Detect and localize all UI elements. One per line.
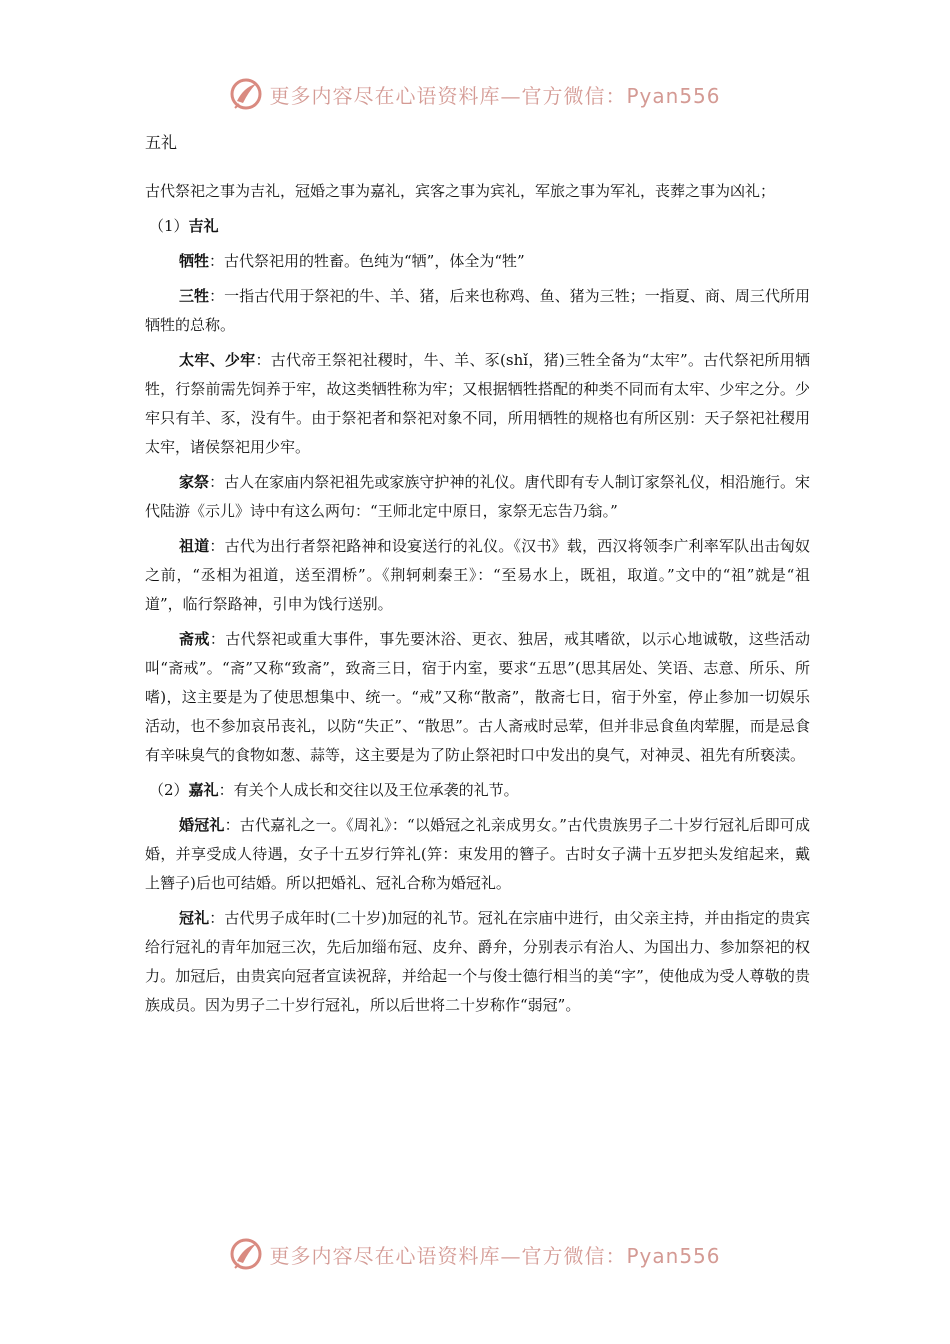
brush-logo-icon (229, 77, 263, 111)
entry-tailao-shaolao: 太牢、少牢：古代帝王祭祀社稷时，牛、羊、豕(shǐ，猪)三牲全备为“太牢”。古代祭祀所用牺牲，行祭前需先饲养于牢，故这类牺牲称为牢；又根据牺牲搭配的种类不同而有太牢、少牢之分。少牢只有羊、豕，没有牛。由于祭祀者和祭祀对象不同，所用牺牲的规格也有所区别：天子祭祀社稷用太牢，诸侯祭祀用少牢。 (145, 351, 810, 456)
banner-text: 更多内容尽在心语资料库—官方微信：Pyan556 (269, 83, 721, 108)
wechat-id: Pyan556 (626, 83, 721, 108)
page-title: 五礼 (145, 133, 178, 152)
footer-banner (0, 1234, 950, 1274)
entry-sansheng: 三牲：一指古代用于祭祀的牛、羊、猪，后来也称鸡、鱼、猪为三牲；一指夏、商、周三代所用牺牲的总称。 (145, 287, 810, 334)
entry-hunguanli: 婚冠礼：古代嘉礼之一。《周礼》：“以婚冠之礼亲成男女。”古代贵族男子二十岁行冠礼后即可成婚，并享受成人待遇，女子十五岁行笄礼(笄：束发用的簪子。古时女子满十五岁把头发绾起来，戴上簪子)后也可结婚。所以把婚礼、冠礼合称为婚冠礼。 (145, 816, 810, 892)
intro-paragraph: 古代祭祀之事为吉礼，冠婚之事为嘉礼，宾客之事为宾礼，军旅之事为军礼，丧葬之事为凶礼； (145, 182, 776, 200)
brush-logo-icon (229, 1237, 263, 1271)
section-heading-jili: （1）吉礼 (149, 217, 219, 235)
header-banner (0, 74, 950, 114)
wechat-id: Pyan556 (626, 1243, 721, 1268)
entry-zhaijie: 斋戒：古代祭祀或重大事件，事先要沐浴、更衣、独居，戒其嗜欲，以示心地诚敬，这些活动叫“斋戒”。“斋”又称“致斋”，致斋三日，宿于内室，要求“五思”(思其居处、笑语、志意、所乐、所嗜)，这主要是为了使思想集中、统一。“戒”又称“散斋”，散斋七日，宿于外室，停止参加一切娱乐活动，也不参加哀吊丧礼，以防“失正”、“散思”。古人斋戒时忌荤，但并非忌食鱼肉荤腥，而是忌食有辛味臭气的食物如葱、蒜等，这主要是为了防止祭祀时口中发出的臭气，对神灵、祖先有所亵渎。 (145, 630, 810, 764)
entry-xisheng: 牺牲：古代祭祀用的牲畜。色纯为“牺”，体全为“牲” (179, 252, 525, 270)
banner-text: 更多内容尽在心语资料库—官方微信：Pyan556 (269, 1243, 721, 1268)
entry-jiaji: 家祭：古人在家庙内祭祀祖先或家族守护神的礼仪。唐代即有专人制订家祭礼仪，相沿施行。宋代陆游《示儿》诗中有这么两句：“王师北定中原日，家祭无忘告乃翁。” (145, 473, 810, 520)
section-heading-jiali: （2）嘉礼：有关个人成长和交往以及王位承袭的礼节。 (149, 781, 519, 799)
entry-guanli: 冠礼：古代男子成年时(二十岁)加冠的礼节。冠礼在宗庙中进行，由父亲主持，并由指定的贵宾给行冠礼的青年加冠三次，先后加缁布冠、皮弁、爵弁，分别表示有治人、为国出力、参加祭祀的权力。加冠后，由贵宾向冠者宣读祝辞，并给起一个与俊士德行相当的美“字”，使他成为受人尊敬的贵族成员。因为男子二十岁行冠礼，所以后世将二十岁称作“弱冠”。 (145, 909, 810, 1014)
document-body (145, 128, 810, 1026)
entry-zudao: 祖道：古代为出行者祭祀路神和设宴送行的礼仪。《汉书》载，西汉将领李广利率军队出击匈奴之前，“丞相为祖道，送至渭桥”。《荆轲刺秦王》：“至易水上，既祖，取道。”文中的“祖”就是“祖道”，临行祭路神，引申为饯行送别。 (145, 537, 810, 613)
